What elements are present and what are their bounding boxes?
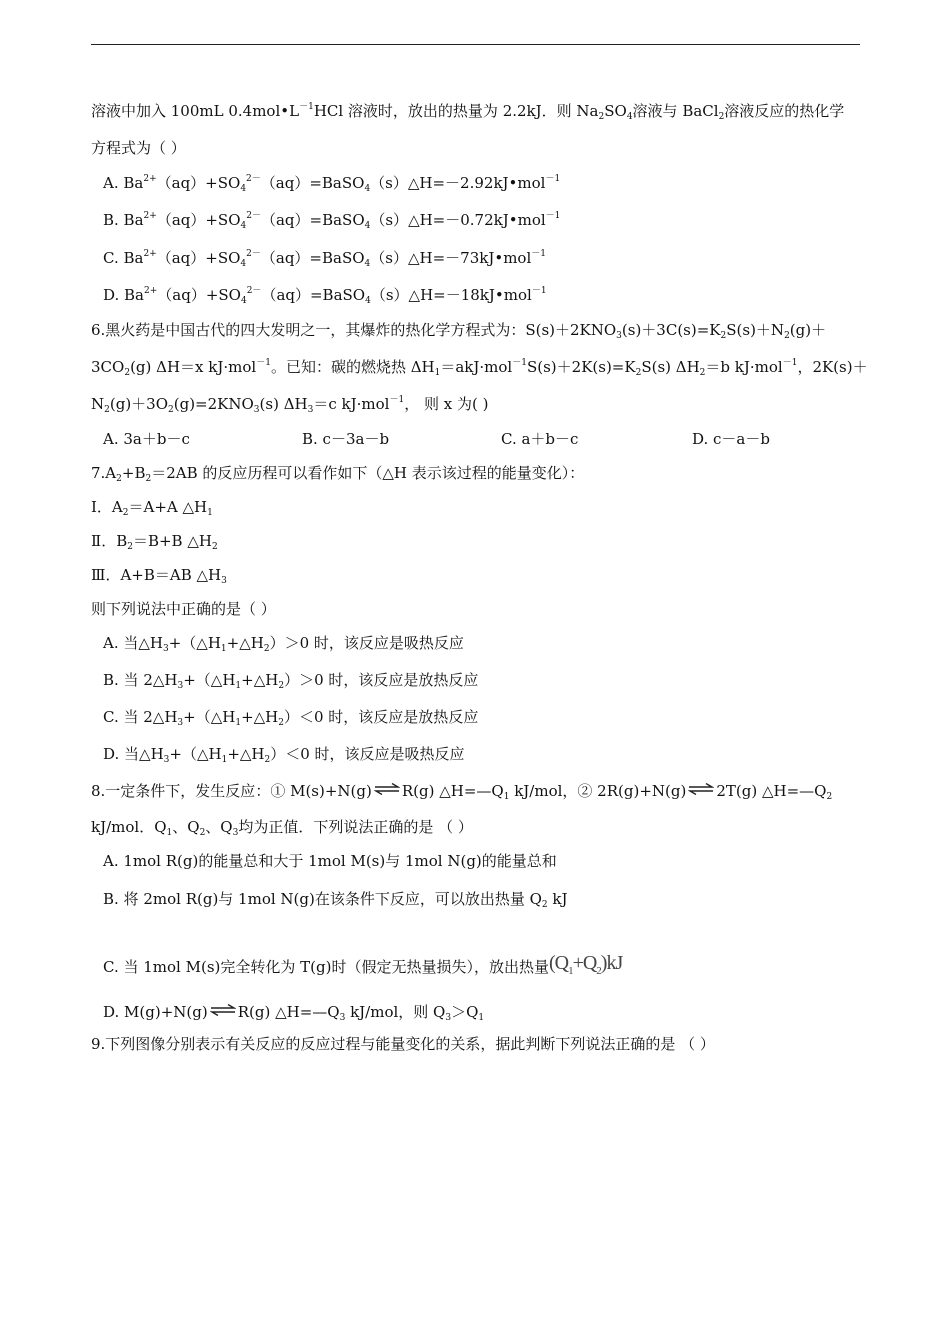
q5-option-b: B. $Ba^{2+}(aq)+SO_4^{2-}(aq)=BaSO_4(s)\triangle H=-0.72kJ•mol^{-1}$ xyxy=(103,211,561,231)
q8-line2: kJ/mol．$Q_1$、$Q_2$、$Q_3$均为正值．下列说法正确的是 （ ） xyxy=(91,818,473,838)
equilibrium-arrow-icon xyxy=(688,783,714,795)
q6-line1: 6.黑火药是中国古代的四大发明之一，其爆炸的热化学方程式为：$S(s)+2KNO_3(s)+3C(s)=K_2S(s)+N_2(g)+$ xyxy=(91,321,827,341)
equilibrium-arrow-icon xyxy=(210,1004,236,1016)
q9-stem: 9.下列图像分别表示有关反应的反应过程与能量变化的关系，据此判断下列说法正确的是 （ ） xyxy=(91,1035,715,1053)
q8-option-a: A. 1mol R(g)的能量总和大于 1mol M(s)与 1mol N(g)的能量总和 xyxy=(103,852,557,870)
q6-option-c: C. a＋b－c xyxy=(501,430,579,448)
heat-expression: $(Q_1+Q_2)kJ$ xyxy=(548,952,623,977)
header-rule xyxy=(91,44,860,45)
q6-line3: $N_2(g)+3O_2(g)=2KNO_3(s)$ $\Delta H_3=c$ kJ·mol$^{-1}$， 则 x 为( ) xyxy=(91,395,489,415)
q7-step-1: Ⅰ．$A_2=A+A$ $\triangle H_1$ xyxy=(91,498,213,518)
q7-option-a: A. 当$\triangle H_3+(\triangle H_1+\triangle H_2)>0$ 时，该反应是吸热反应 xyxy=(103,634,464,654)
q8-option-d: D. M(g)+N(g) R(g) $\triangle H=—Q_3$ kJ/mol，则 $Q_3>Q_1$ xyxy=(103,1003,485,1023)
q7-stem: $7.A_2+B_2=2AB$ 的反应历程可以看作如下（△H 表示该过程的能量变化）： xyxy=(91,464,585,484)
q7-question: 则下列说法中正确的是（ ） xyxy=(91,600,276,618)
q6-option-d: D. c－a－b xyxy=(692,430,770,448)
q5-option-d: D. $Ba^{2+}(aq)+SO_4^{2-}(aq)=BaSO_4(s)\triangle H=-18kJ•mol^{-1}$ xyxy=(103,286,547,306)
q8-line1: 8.一定条件下，发生反应：① M(s)+N(g) R(g) $\triangle H=—Q_1$ kJ/mol，② 2R(g)+N(g) 2T(g) $\triangle H=—Q_2$ xyxy=(91,782,833,802)
q7-step-3: Ⅲ．A+B＝AB $\triangle H_3$ xyxy=(91,566,227,586)
q6-line2: $3CO_2(g)$ ΔH＝x kJ·mol$^{-1}$。已知：碳的燃烧热 $\Delta H_1=akJ\cdot mol^{-1}S(s)+2K(s)=K_2S(s)$ $\Delta H_2=b$ kJ·mol$^{-1}$，2K(s)＋ xyxy=(91,358,868,378)
q5-line2: 方程式为（ ） xyxy=(91,139,186,157)
equilibrium-arrow-icon xyxy=(374,783,400,795)
q6-option-b: B. c－3a－b xyxy=(302,430,390,448)
q5-option-c: C. $Ba^{2+}(aq)+SO_4^{2-}(aq)=BaSO_4(s)\triangle H=-73kJ•mol^{-1}$ xyxy=(103,249,546,269)
q7-step-2: Ⅱ．$B_2=B+B$ $\triangle H_2$ xyxy=(91,532,218,552)
q7-option-b: B. 当 $2\triangle H_3+(\triangle H_1+\triangle H_2)>0$ 时，该反应是放热反应 xyxy=(103,671,479,691)
q5-line1: 溶液中加入 100mL $0.4mol•L^{-1}HCl$ 溶液时，放出的热量为 2.2kJ．则 $Na_2SO_4$溶液与 BaCl$_2$溶液反应的热化学 xyxy=(91,102,845,122)
q7-option-d: D. 当$\triangle H_3+(\triangle H_1+\triangle H_2)<0$ 时，该反应是吸热反应 xyxy=(103,745,465,765)
q7-option-c: C. 当 $2\triangle H_3+(\triangle H_1+\triangle H_2)<0$ 时，该反应是放热反应 xyxy=(103,708,479,728)
q8-option-c: C. 当 1mol M(s)完全转化为 T(g)时（假定无热量损失），放出热量$(Q_1+Q_2)kJ$ xyxy=(103,952,623,977)
q8-option-b: B. 将 2mol R(g)与 1mol N(g)在该条件下反应，可以放出热量 $Q_2$ kJ xyxy=(103,890,568,910)
q6-option-a: A. 3a＋b－c xyxy=(103,430,190,448)
q5-option-a: A. $Ba^{2+}(aq)+SO_4^{2-}(aq)=BaSO_4(s)\triangle H=-2.92kJ•mol^{-1}$ xyxy=(103,174,561,194)
